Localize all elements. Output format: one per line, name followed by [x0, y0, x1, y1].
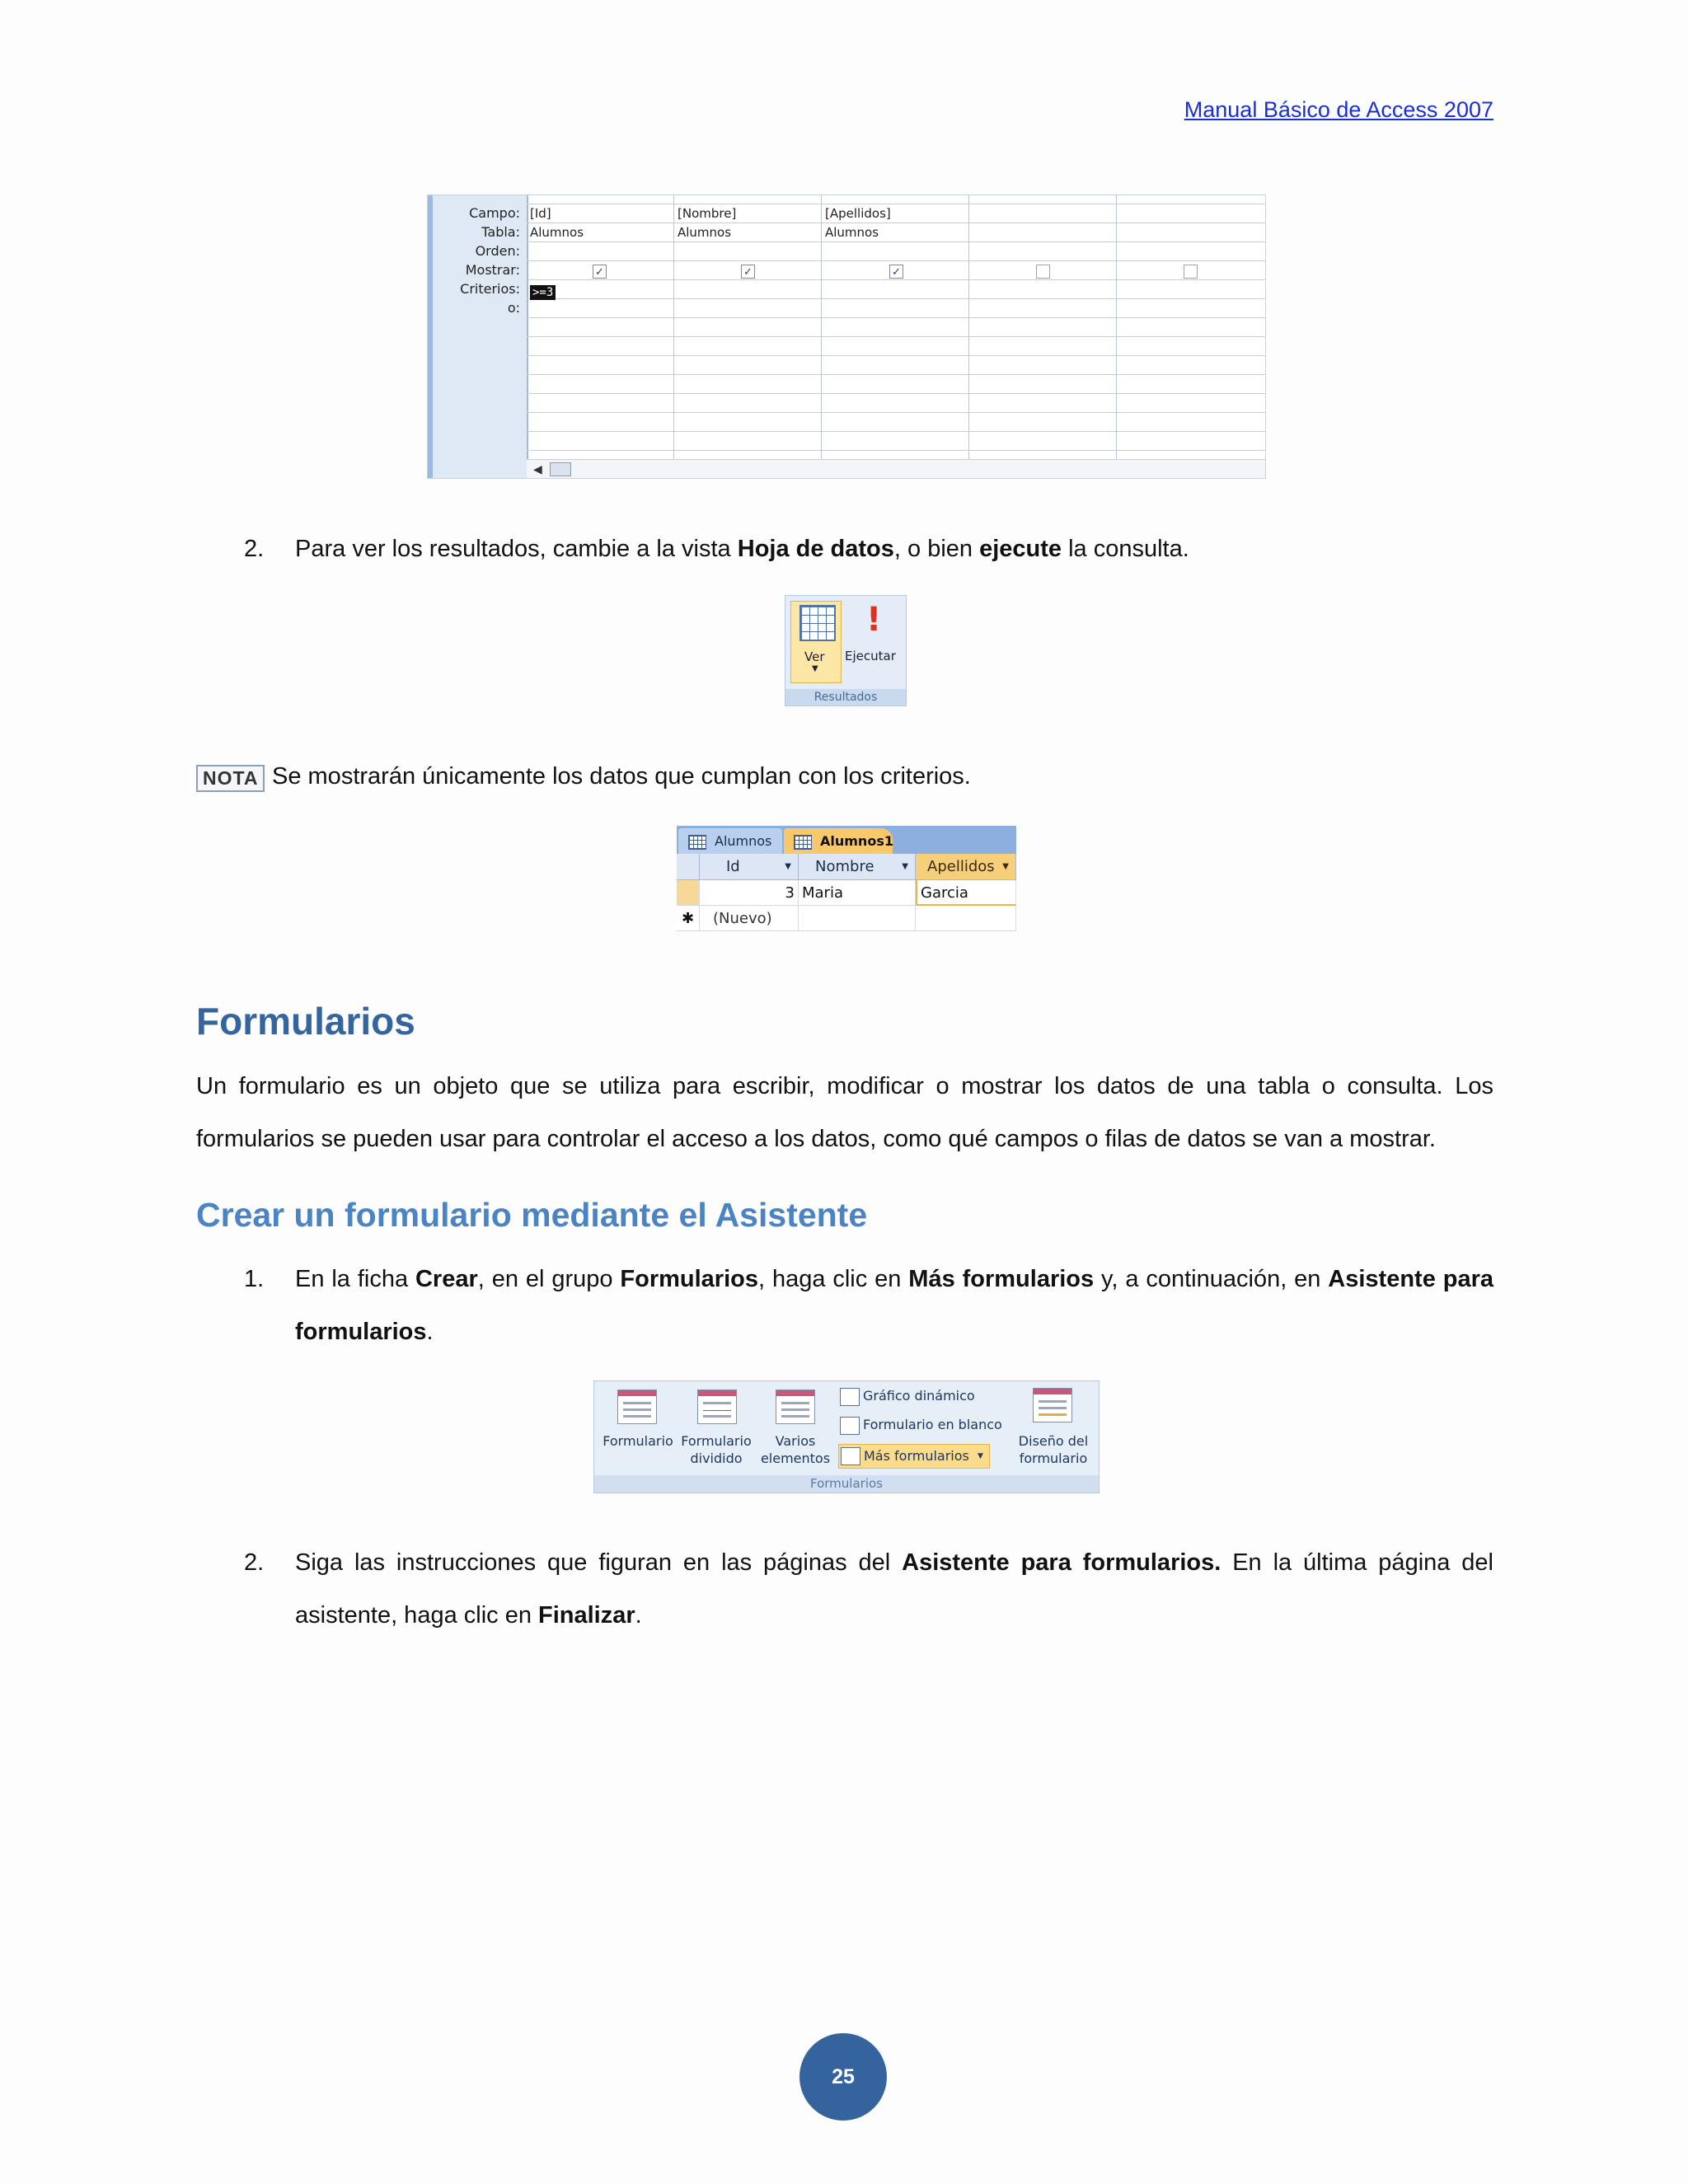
run-exclamation-icon[interactable]: ! [866, 601, 882, 639]
ver-label: Ver [804, 649, 825, 664]
pivot-chart-icon [840, 1388, 860, 1406]
scroll-thumb[interactable] [550, 462, 571, 476]
new-row-nombre[interactable] [799, 906, 916, 931]
form-design-icon [1033, 1388, 1072, 1422]
show-checkbox[interactable]: ✓ [741, 265, 755, 279]
row-label-o: o: [507, 300, 520, 316]
step-number: 2. [244, 536, 265, 562]
formularios-paragraph: Un formulario es un objeto que se utiliza para escribir, modificar o mostrar los datos de una tabla o consulta. Los formularios se pueden usar para controlar el acceso a los datos, como qué campos o filas de datos se van a mostrar. [196, 1073, 1493, 1152]
forms-group-label: Formularios [594, 1475, 1099, 1493]
table-icon [688, 835, 706, 850]
show-checkbox[interactable]: ✓ [889, 265, 903, 279]
show-checkbox[interactable] [1184, 265, 1198, 279]
grid-field-cell[interactable]: [Apellidos] [825, 206, 891, 221]
grid-table-cell[interactable]: Alumnos [530, 225, 584, 240]
chevron-down-icon: ▼ [978, 1452, 983, 1460]
show-checkbox[interactable] [1036, 265, 1050, 279]
datasheet-view-icon [799, 605, 836, 641]
new-row-apellidos[interactable] [916, 906, 1016, 931]
query-design-grid [427, 194, 1266, 479]
grid-table-cell[interactable]: Alumnos [678, 225, 732, 240]
row-label-criterios: Criterios: [460, 281, 520, 297]
show-checkbox[interactable]: ✓ [593, 265, 607, 279]
tab-alumnos[interactable]: Alumnos [678, 828, 782, 854]
scroll-left-arrow-icon[interactable]: ◀ [533, 462, 542, 476]
new-row-marker-icon: ✱ [677, 906, 700, 931]
step2-text: Para ver los resultados, cambie a la vista Hoja de datos, o bien ejecute la consulta. [295, 536, 1189, 562]
column-header-id[interactable]: Id ▼ [700, 854, 799, 880]
cell-nombre[interactable]: Maria [799, 880, 916, 906]
datasheet-view [677, 826, 1016, 929]
header-manual-link[interactable]: Manual Básico de Access 2007 [1184, 97, 1493, 122]
mas-formularios-button[interactable]: Más formularios ▼ [838, 1444, 990, 1469]
multiple-items-icon [776, 1390, 815, 1424]
more-forms-icon [841, 1447, 860, 1465]
horizontal-scrollbar[interactable] [527, 459, 1265, 478]
diseno-formulario-button[interactable]: Diseño del formulario [1018, 1433, 1089, 1466]
column-header-apellidos[interactable]: Apellidos ▼ [916, 854, 1016, 880]
formulario-dividido-button[interactable]: Formulario dividido [681, 1433, 752, 1466]
grid-field-cell[interactable]: [Nombre] [678, 206, 737, 221]
grid-field-cell[interactable]: [Id] [530, 206, 551, 221]
grid-row-labels [433, 195, 528, 478]
row-label-mostrar: Mostrar: [465, 262, 520, 278]
new-row-id[interactable]: (Nuevo) [700, 906, 799, 931]
tab-alumnos1[interactable]: Alumnos1 [784, 828, 893, 854]
row-label-campo: Campo: [469, 205, 520, 221]
results-group-label: Resultados [785, 689, 906, 705]
varios-elementos-button[interactable]: Varios elementos [760, 1433, 831, 1466]
row-label-orden: Orden: [475, 243, 520, 259]
ejecutar-button[interactable]: Ejecutar [845, 649, 896, 663]
chevron-down-icon: ▼ [812, 664, 818, 673]
select-all-corner[interactable] [677, 854, 700, 880]
results-ribbon-group [785, 595, 907, 706]
step-number: 2. [244, 1549, 265, 1576]
column-header-nombre[interactable]: Nombre ▼ [799, 854, 916, 880]
chevron-down-icon[interactable]: ▼ [902, 862, 908, 871]
step-number: 1. [244, 1266, 265, 1292]
row-label-tabla: Tabla: [481, 224, 520, 240]
chevron-down-icon[interactable]: ▼ [785, 862, 791, 871]
grid-table-cell[interactable]: Alumnos [825, 225, 879, 240]
cell-id[interactable]: 3 [700, 880, 799, 906]
page-number-badge: 25 [799, 2033, 887, 2121]
form-icon [617, 1390, 657, 1424]
grafico-dinamico-button[interactable]: Gráfico dinámico [863, 1388, 975, 1404]
heading-crear-formulario: Crear un formulario mediante el Asistente [196, 1196, 868, 1234]
split-form-icon [697, 1390, 737, 1424]
formulario-button[interactable]: Formulario [603, 1433, 673, 1449]
chevron-down-icon[interactable]: ▼ [1002, 862, 1009, 871]
row-selector[interactable] [677, 880, 700, 906]
nota-badge: NOTA [196, 765, 265, 792]
query-icon [794, 835, 812, 850]
blank-form-icon [840, 1417, 860, 1435]
formulario-en-blanco-button[interactable]: Formulario en blanco [863, 1417, 1002, 1432]
cell-apellidos[interactable]: Garcia [916, 880, 1016, 906]
asistente-step2-text: Siga las instrucciones que figuran en las páginas del Asistente para formularios. En la última página del asistente, haga clic en Finalizar. [295, 1549, 1493, 1629]
forms-ribbon-group [593, 1380, 1100, 1493]
nota-text: Se mostrarán únicamente los datos que cumplan con los criterios. [272, 763, 971, 790]
ver-button[interactable] [790, 601, 842, 683]
criteria-cell[interactable]: >=3 [530, 285, 556, 300]
heading-formularios: Formularios [196, 1000, 415, 1043]
asistente-step1-text: En la ficha Crear, en el grupo Formularios, haga clic en Más formularios y, a continuación, en Asistente para formularios. [295, 1266, 1493, 1345]
